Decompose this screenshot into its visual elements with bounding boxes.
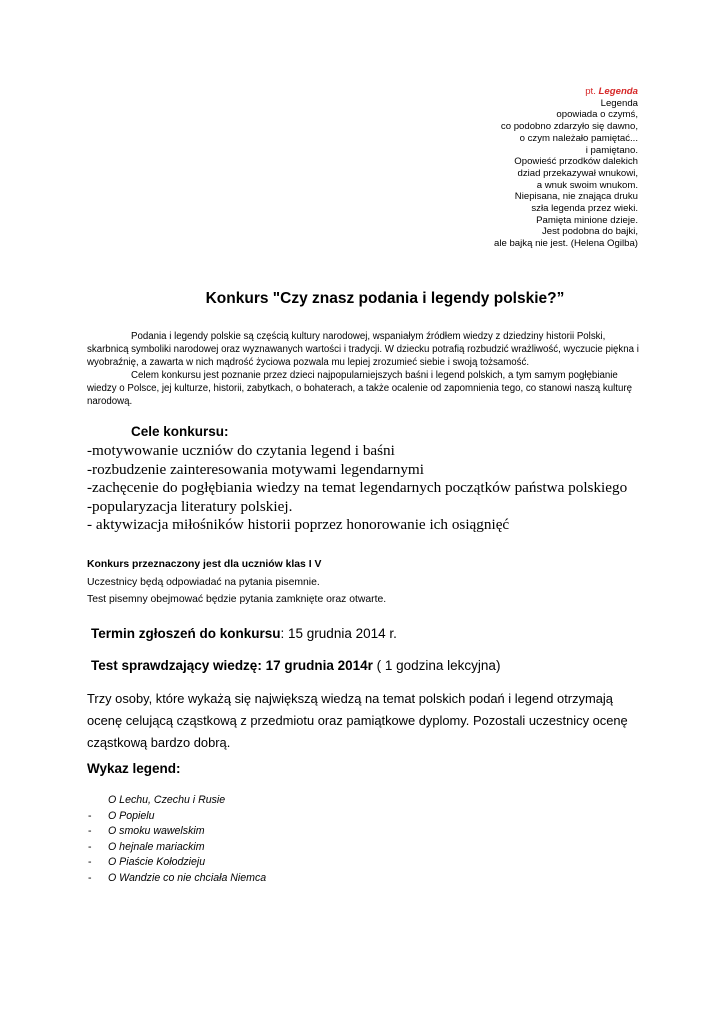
goal-item: -popularyzacja literatury polskiej. <box>87 497 293 515</box>
legend-item <box>87 871 266 887</box>
poem-line: dziad przekazywał wnukowi, <box>517 167 638 179</box>
target-heading: Konkurs przeznaczony jest dla uczniów klas I V <box>87 559 322 570</box>
list-dash: - <box>88 809 92 822</box>
poem-line: opowiada o czymś, <box>556 109 638 121</box>
document-title: Konkurs "Czy znasz podania i legendy polskie?” <box>205 290 565 307</box>
legend-item <box>87 824 266 840</box>
deadline-line <box>91 626 397 641</box>
legend-title: O Popielu <box>108 809 155 822</box>
legend-title: O hejnale mariackim <box>108 840 205 853</box>
legends-list <box>87 793 266 887</box>
target-section <box>87 556 386 609</box>
poem-line: Opowieść przodków dalekich <box>514 156 638 168</box>
poem-title-line <box>338 86 638 98</box>
intro-section <box>87 330 639 409</box>
poem-line: co podobno zdarzyło się dawno, <box>500 121 638 133</box>
goal-item: -zachęcenie do pogłębiania wiedzy na temat legendarnych początków państwa polskiego <box>87 479 628 496</box>
legend-item <box>87 840 266 856</box>
intro-paragraph-1: Podania i legendy polskie są częścią kultury narodowej, wspaniałym źródłem wiedzy z dziedziny historii Polski, skarbnicą symboliki narodowej oraz wyznawanych wartości i tradycji. W dziecku potrafią rozbudzić wrażliwość, wyczucie piękna i wyobraźnię, a zawarta w nich mądrość życiowa pozwala mu lepiej zrozumieć siebie i swoją tożsamość. <box>87 331 639 369</box>
poem-line: o czym należało pamiętać... <box>519 132 638 144</box>
list-dash: - <box>88 856 92 869</box>
goals-list <box>87 442 627 535</box>
poem-line: ale bajką nie jest. (Helena Ogilba) <box>494 238 638 250</box>
test-date-value: ( 1 godzina lekcyjna) <box>372 658 501 673</box>
target-line: Test pisemny obejmować będzie pytania zamknięte oraz otwarte. <box>87 594 387 606</box>
poem-title: Legenda <box>598 86 638 97</box>
test-date-line <box>91 658 500 673</box>
intro-paragraph-2: Celem konkursu jest poznanie przez dzieci najpopularniejszych baśni i legend polskich, a tym samym pogłębianie wiedzy o Polsce, jej kulturze, historii, zabytkach, o bohaterach, a także ocalenie od zapomnienia tego, co stanowi naszą kulturę narodową. <box>87 370 632 408</box>
poem-block <box>338 86 638 250</box>
legend-item <box>87 855 266 871</box>
poem-line: i pamiętano. <box>585 144 638 156</box>
list-dash: - <box>88 840 92 853</box>
list-dash: - <box>88 871 92 884</box>
goal-item: -rozbudzenie zainteresowania motywami legendarnymi <box>87 460 424 478</box>
poem-line: a wnuk swoim wnukom. <box>536 179 638 191</box>
deadline-value: : 15 grudnia 2014 r. <box>280 626 397 641</box>
legends-heading: Wykaz legend: <box>87 761 181 776</box>
target-line: Uczestnicy będą odpowiadać na pytania pisemnie. <box>87 576 320 588</box>
legend-title: O smoku wawelskim <box>108 825 205 838</box>
deadline-label: Termin zgłoszeń do konkursu <box>91 626 281 641</box>
legend-item <box>87 809 266 825</box>
poem-line: Pamięta minione dzieje. <box>536 214 638 226</box>
prize-paragraph: Trzy osoby, które wykażą się największą wiedzą na temat polskich podań i legend otrzymają ocenę celującą cząstkową z przedmiotu oraz pamiątkowe dyplomy. Pozostali uczestnicy ocenę cząstkową bardzo dobrą. <box>87 691 628 750</box>
goal-item: - aktywizacja miłośników historii poprzez honorowanie ich osiągnięć <box>87 516 510 533</box>
legend-item <box>87 793 266 809</box>
test-date-label: Test sprawdzający wiedzę: 17 grudnia 2014r <box>91 658 373 673</box>
poem-line: szła legenda przez wieki. <box>531 203 638 215</box>
legend-title: O Wandzie co nie chciała Niemca <box>108 871 267 884</box>
legend-title: O Lechu, Czechu i Rusie <box>108 794 226 806</box>
poem-prefix: pt. <box>585 86 596 97</box>
legend-title: O Piaście Kołodzieju <box>108 856 206 869</box>
goals-heading: Cele konkursu: <box>131 424 229 439</box>
poem-line: Niepisana, nie znająca druku <box>514 191 638 203</box>
list-dash: - <box>88 825 92 838</box>
poem-line: Jest podobna do bajki, <box>541 226 638 238</box>
poem-line: Legenda <box>600 97 638 109</box>
goal-item: -motywowanie uczniów do czytania legend i baśni <box>87 442 395 459</box>
